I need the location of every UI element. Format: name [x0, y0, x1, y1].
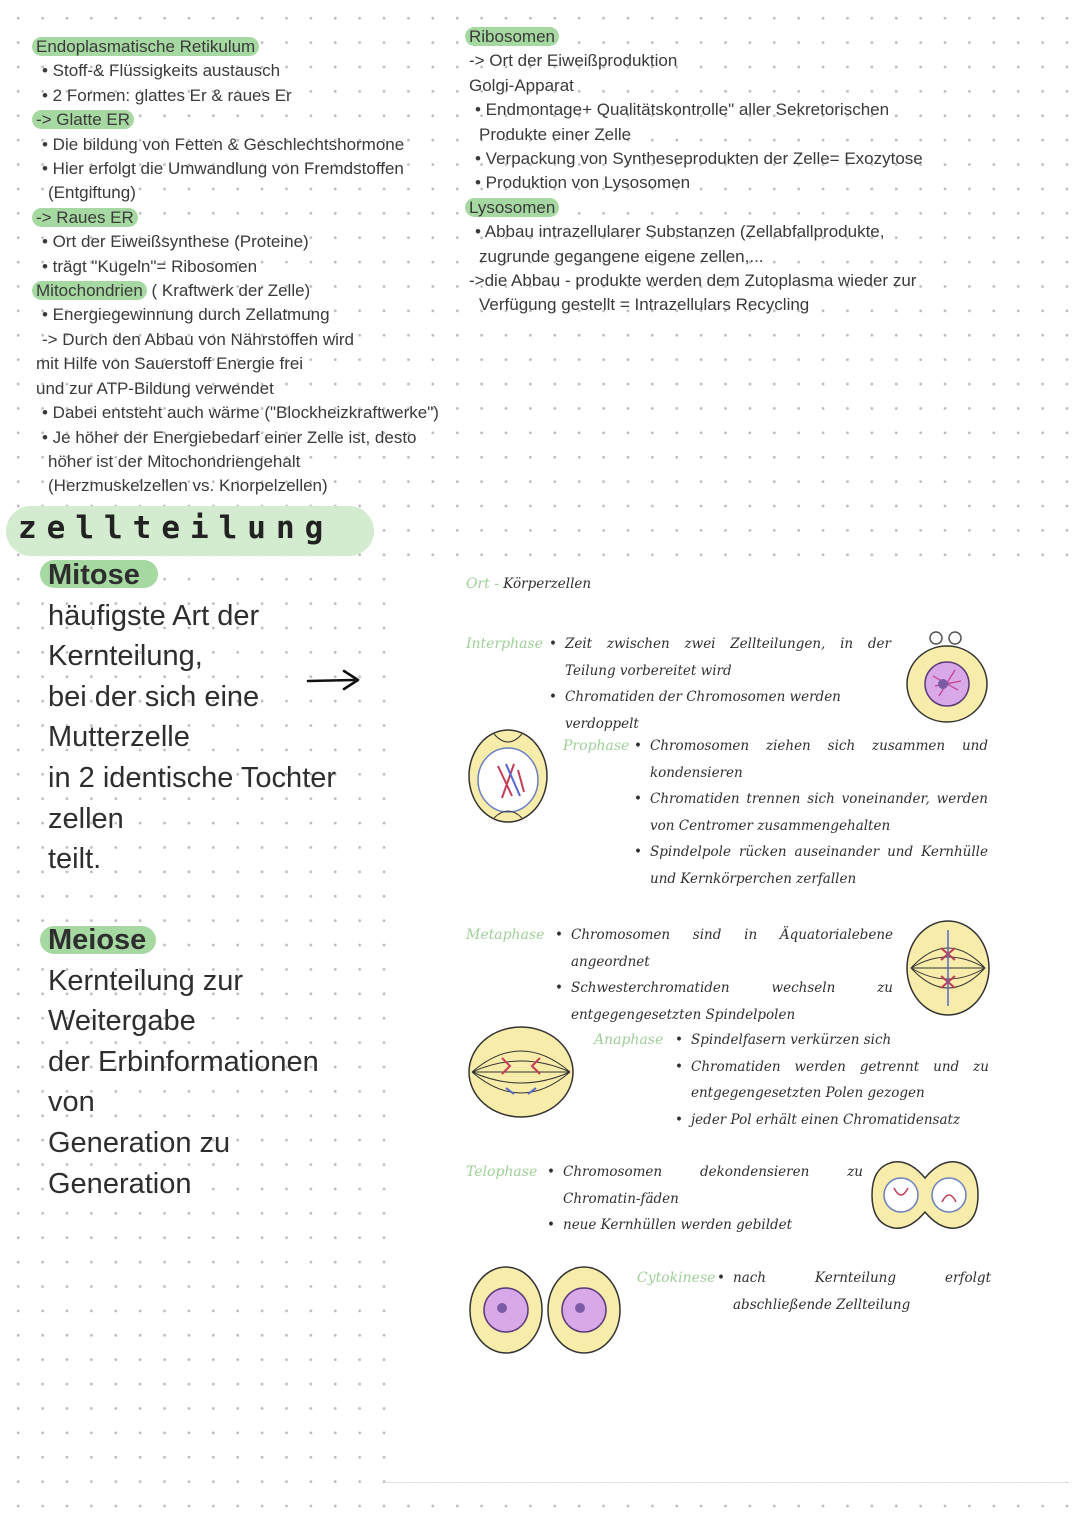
telophase-label-wrap	[466, 1159, 537, 1186]
cytokinese-label: Cytokinese	[637, 1270, 716, 1286]
mitose-line: bei der sich eine	[48, 680, 260, 713]
metaphase-item: Chromosomen sind in Äquatorialebene angeordnet	[571, 927, 893, 970]
metaphase-cell-illustration	[903, 918, 993, 1018]
mito-suffix: ( Kraftwerk der Zelle)	[151, 281, 311, 301]
prophase-cell-illustration	[466, 726, 550, 826]
prophase-items: • Chromosomen ziehen sich zusammen und kondensieren • Chromatiden trennen sich voneinander, werden von Centromer zusammengehalten • Spindelpole rücken auseinander und Kernhülle und Kernkörperchen zerfallen	[634, 733, 988, 892]
metaphase-label: Metaphase	[466, 927, 545, 943]
interphase-item: Zeit zwischen zwei Zellteilungen, in der Teilung vorbereitet wird	[565, 636, 891, 679]
golgi-title: Golgi-Apparat	[469, 75, 574, 95]
cytokinese-items: • nach Kernteilung erfolgt abschließende Zellteilung	[717, 1265, 991, 1318]
meiose-line: Generation zu	[48, 1126, 231, 1159]
metaphase-items: • Chromosomen sind in Äquatorialebene angeordnet • Schwesterchromatiden wechseln zu entgegengesetzten Spindelpolen	[555, 922, 893, 1028]
prophase-item: Spindelpole rücken auseinander und Kernhülle und Kernkörperchen zerfallen	[650, 844, 988, 887]
note-line: mit Hilfe von Sauerstoff Energie frei	[36, 354, 304, 374]
anaphase-item: Chromatiden werden getrennt und zu entgegengesetzten Polen gezogen	[691, 1058, 989, 1101]
note-line: • Hier erfolgt die Umwandlung von Fremdstoffen	[42, 159, 404, 179]
glattes-er-heading: -> Glatte ER	[32, 110, 134, 129]
ort-label: Ort -	[466, 576, 499, 592]
meiose-line: Generation	[48, 1167, 192, 1200]
note-line: zugrunde gegangene eigene zellen,...	[479, 246, 764, 266]
meiose-block	[48, 920, 319, 1204]
note-line: • Verpackung von Syntheseprodukten der Zelle= Exozytose	[475, 149, 923, 169]
note-line: (Herzmuskelzellen vs. Knorpelzellen)	[48, 476, 328, 496]
telophase-item: Chromosomen dekondensieren zu Chromatin-fäden	[563, 1164, 863, 1207]
note-line: • Je höher der Energiebedarf einer Zelle ist, desto	[42, 427, 417, 447]
telophase-label: Telophase	[466, 1164, 538, 1180]
mitose-line: Mutterzelle	[48, 721, 190, 754]
mitose-title: Mitose	[48, 559, 140, 591]
meiose-title: Meiose	[48, 924, 147, 956]
note-line: • Abbau intrazellularer Substanzen (Zellabfallprodukte,	[475, 222, 885, 242]
mitose-line: in 2 identische Tochter	[48, 761, 337, 794]
mitose-block	[48, 555, 336, 880]
cytokinese-label-wrap	[637, 1265, 715, 1292]
mitose-line: zellen	[48, 802, 124, 835]
interphase-items: • Zeit zwischen zwei Zellteilungen, in der Teilung vorbereitet wird • Chromatiden der Chromosomen werden verdoppelt	[549, 631, 891, 737]
note-line: (Entgiftung)	[48, 183, 136, 203]
zellteilung-title-banner	[6, 506, 374, 556]
interphase-label-wrap	[466, 631, 543, 658]
telophase-cell-illustration	[870, 1158, 980, 1232]
anaphase-label: Anaphase	[594, 1032, 664, 1048]
telophase-items: • Chromosomen dekondensieren zu Chromatin-fäden • neue Kernhüllen werden gebildet	[547, 1159, 863, 1239]
note-line: • Stoff-& Flüssigkeits austausch	[42, 61, 281, 81]
meiose-line: von	[48, 1086, 95, 1119]
note-line: • 2 Formen: glattes Er & raues Er	[42, 85, 292, 105]
mitose-line: teilt.	[48, 843, 102, 876]
ribo-title: Ribosomen	[465, 27, 559, 46]
lyso-title: Lysosomen	[465, 198, 559, 217]
note-line: -> Durch den Abbau von Nährstoffen wird	[42, 329, 355, 349]
meiose-line: Weitergabe	[48, 1005, 196, 1038]
note-line: • Die bildung von Fetten & Geschlechtshormone	[42, 134, 405, 154]
note-line: • Endmontage+ Qualitätskontrolle" aller Sekretorischen	[475, 100, 890, 120]
note-line: • trägt "Kugeln"= Ribosomen	[42, 256, 258, 276]
note-line: höher ist der Mitochondriengehalt	[48, 451, 301, 471]
arrow-right-icon	[306, 667, 362, 693]
interphase-cell-illustration	[903, 626, 991, 724]
meiose-line: Kernteilung zur	[48, 964, 244, 997]
note-line: • Energiegewinnung durch Zellatmung	[42, 305, 330, 325]
metaphase-item: Schwesterchromatiden wechseln zu entgegengesetzten Spindelpolen	[571, 980, 893, 1023]
prophase-label-wrap	[563, 733, 629, 760]
raues-er-heading: -> Raues ER	[32, 208, 138, 227]
note-line: • Ort der Eiweißsynthese (Proteine)	[42, 232, 309, 252]
anaphase-item: jeder Pol erhält einen Chromatidensatz	[691, 1111, 961, 1128]
note-line: und zur ATP-Bildung verwendet	[36, 378, 274, 398]
divider	[386, 1482, 1066, 1483]
interphase-item: Chromatiden der Chromosomen werden verdoppelt	[565, 689, 841, 732]
note-line: ->die Abbau - produkte werden dem Zutoplasma wieder zur	[469, 271, 917, 291]
note-line: -> Ort der Eiweißproduktion	[469, 51, 678, 71]
prophase-item: Chromatiden trennen sich voneinander, werden von Centromer zusammengehalten	[650, 791, 988, 834]
zellteilung-title: zellteilung	[18, 510, 334, 546]
anaphase-item: Spindelfasern verkürzen sich	[691, 1032, 892, 1048]
note-line: Verfügung gestellt = Intrazellulars Recycling	[479, 295, 810, 315]
anaphase-items: • Spindelfasern verkürzen sich • Chromatiden werden getrennt und zu entgegengesetzten Polen gezogen • jeder Pol erhält einen Chromatidensatz	[675, 1027, 989, 1133]
meiose-line: der Erbinformationen	[48, 1045, 319, 1078]
note-line: • Produktion von Lysosomen	[475, 173, 691, 193]
interphase-label: Interphase	[466, 636, 543, 652]
prophase-label: Prophase	[563, 738, 630, 754]
metaphase-label-wrap	[466, 922, 544, 949]
anaphase-cell-illustration	[466, 1024, 576, 1120]
mitose-line: häufigste Art der	[48, 599, 260, 632]
organelle-notes-left	[32, 35, 439, 499]
organelle-notes-right	[465, 25, 923, 318]
er-title: Endoplasmatische Retikulum	[32, 37, 259, 56]
mito-title: Mitochondrien	[32, 281, 147, 300]
ort-value: Körperzellen	[503, 576, 592, 592]
note-line: • Dabei entsteht auch wärme ("Blockheizkraftwerke")	[42, 403, 439, 423]
cytokinese-item: nach Kernteilung erfolgt abschließende Zellteilung	[733, 1270, 991, 1313]
note-line: Produkte einer Zelle	[479, 124, 632, 144]
anaphase-label-wrap	[594, 1027, 663, 1054]
mitose-line: Kernteilung,	[48, 640, 203, 673]
prophase-item: Chromosomen ziehen sich zusammen und kondensieren	[650, 738, 988, 781]
ort-row	[466, 571, 591, 598]
cytokinese-cells-illustration	[466, 1264, 626, 1356]
telophase-item: neue Kernhüllen werden gebildet	[563, 1217, 793, 1233]
